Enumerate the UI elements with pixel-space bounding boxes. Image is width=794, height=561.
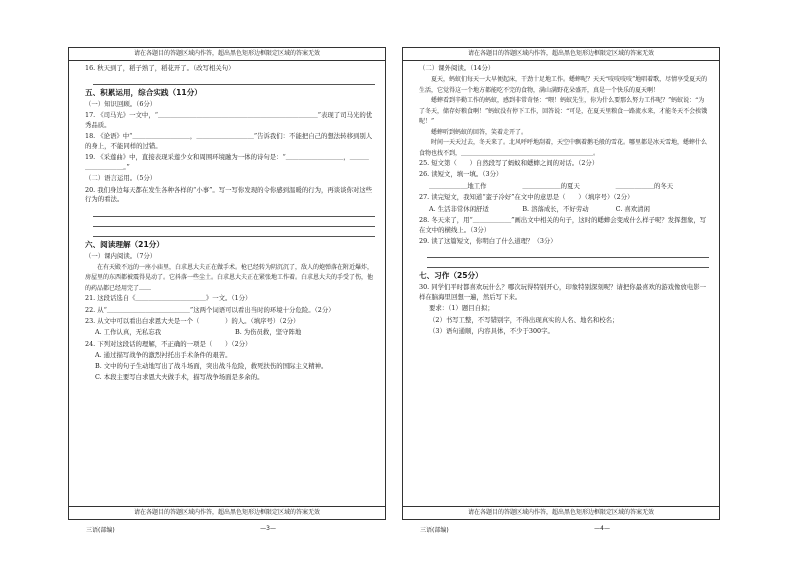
question-18: 18. 《论语》中“＿＿＿＿＿＿＿＿＿，＿＿＿＿＿＿＿＿＿”告诉我们：不能把自己的想法转移到别人的身上，不能同样的过错。 xyxy=(85,132,373,151)
question-29: 29. 读了这篇短文，你明白了什么道理？（3分） xyxy=(419,237,557,246)
option-a: A. 生活非常休闲舒适 xyxy=(429,204,489,213)
answer-zone-notice-bottom: 请在各题目的答题区域内作答，超出黑色矩形边框限定区域的答案无效 xyxy=(403,506,719,519)
answer-line xyxy=(93,227,375,237)
page-number: —3— xyxy=(260,525,276,532)
exam-page-3 xyxy=(68,47,386,520)
question-25: 25. 短文第（ ）自然段写了蚂蚁和蟋蟀之间的对话。（2分） xyxy=(419,159,599,168)
requirement-3: （3）语句通顺，内容具体，不少于300字。 xyxy=(429,327,554,336)
blank-2: ＿＿＿＿＿＿的夏天 xyxy=(522,181,580,190)
page-3-content xyxy=(85,64,375,505)
question-22: 22. 从“＿＿＿＿＿＿＿＿＿＿＿＿＿”这两个词语可以看出当时的环境十分危险。（2分） xyxy=(85,305,335,314)
answer-line xyxy=(93,217,375,227)
section-6-title: 六、阅读理解（21分） xyxy=(85,239,164,249)
page-3-footer xyxy=(68,525,386,534)
option-a: A. 工作认真，无私忘我 xyxy=(95,328,162,337)
exam-page-4 xyxy=(402,47,720,520)
reading-passage: 在有天殿不远的一座小庙里，白求恩大夫正在做手术。枪已经转为阴沉沉了，敌人的炮弹落在附近爆炸，房屋里的东西都被震得晃动了。它抖落一些尘土。白求恩大夫正在紧张地工作着。白求恩大夫的手受了伤，他的药品都已经用完了…… xyxy=(85,263,374,292)
subsection-knowledge-review: （一）知识回顾。（6分） xyxy=(85,100,157,109)
question-19: 19. 《采莲曲》中，直接表现采莲少女和周围环境融为一体的诗句是：“＿＿＿＿＿＿＿＿＿，＿＿＿＿＿＿＿＿＿。” xyxy=(85,153,369,172)
page-4-content xyxy=(419,64,709,505)
story-paragraph-4: 时间一天天过去，冬天来了。北风呼呼地刮着，天空中飘着鹅毛般的雪花。哪里都是冰天雪地，蟋蟀什么食物也找不到，＿＿＿＿＿＿＿＿＿＿＿＿＿＿＿＿＿＿＿＿＿＿。 xyxy=(419,139,708,157)
answer-zone-notice-top: 请在各题目的答题区域内作答，超出黑色矩形边框限定区域的答案无效 xyxy=(69,48,385,61)
answer-line xyxy=(427,248,709,258)
story-paragraph-1: 夏天，蚂蚁们每天一大早便起床，干劲十足地工作。蟋蟀呢？天天“吱吱吱吱”地唱着歌，尽情享受夏天的生活，它觉得这一个地方都能吃不完的食物，满山满野花朵盛开，真是一个快乐的夏天啊！ xyxy=(419,76,708,94)
question-23: 23. 从文中可以看出白求恩大夫是一个（ ）的人。（填序号）（2分） xyxy=(85,316,300,325)
story-paragraph-3: 蟋蟀听到蚂蚁的回答，笑着走开了。 xyxy=(431,128,528,136)
question-23-options xyxy=(95,328,375,338)
option-b: B. 为伤员救，坚守阵地 xyxy=(235,328,302,337)
question-17: 17. 《司马光》一文中，“＿＿＿＿＿＿＿＿＿＿＿＿＿＿＿＿＿＿＿＿＿＿＿＿＿”表现了司马光的优秀品质。 xyxy=(85,111,373,130)
answer-line xyxy=(93,207,375,217)
section-7-title: 七、习作（25分） xyxy=(419,271,483,281)
question-28: 28. 冬天来了，用“＿＿＿＿＿＿”画出文中相关的句子，这时的蟋蟀会变成什么样子呢？发挥想象，写在文中的横线上。（3分） xyxy=(419,216,707,234)
blank-3: ＿＿＿＿＿＿的冬天 xyxy=(615,181,674,190)
option-b: B. 溶落成长，不好劳动 xyxy=(522,204,589,213)
question-27: 27. 读完短文，我知道“蛮子冷好”在文中的意思是（ ）（填序号）（2分） xyxy=(419,193,634,202)
subsection-in-class-reading: （一）课内阅读。（7分） xyxy=(85,251,157,260)
question-30: 30. 同学们平时都喜欢玩什么？哪次玩得特别开心，印象特别深刻呢？请把你最喜欢的游戏像放电影一样在脑海里回想一遍，然后写下来。 xyxy=(419,283,706,302)
question-21: 21. 这段话选自《＿＿＿＿＿＿＿＿＿＿＿》一文。（1分） xyxy=(85,294,252,303)
answer-zone-notice-top: 请在各题目的答题区域内作答，超出黑色矩形边框限定区域的答案无效 xyxy=(403,48,719,61)
page-4-footer xyxy=(402,525,720,534)
story-paragraph-2: 蟋蟀看到辛勤工作的蚂蚁，感到非常奇怪：“喂！蚂蚁先生，你为什么要那么努力工作呢？”蚂蚁说：“为了冬天，储存好粮食啊！”蚂蚁没有停下工作，回答说：“可是，在夏天里粮食一路流水来，才能冬天不会挨饿呢！” xyxy=(419,97,708,126)
question-24: 24. 下列对这段话的理解，不正确的一项是（ ）（2分） xyxy=(85,339,252,348)
subject-label: 三语(部编) xyxy=(420,527,449,534)
subject-label: 三语(部编) xyxy=(86,527,115,534)
section-5-title: 五、积累运用，综合实践（11分） xyxy=(85,88,202,98)
requirement-1: 要求：（1）题目自拟； xyxy=(429,304,494,313)
option-b: B. 文中的句子生动地写出了战斗场面，突出战斗危险，救死扶伤的国际主义精神。 xyxy=(95,362,328,371)
answer-zone-notice-bottom: 请在各题目的答题区域内作答，超出黑色矩形边框限定区域的答案无效 xyxy=(69,506,385,519)
page-number: —4— xyxy=(594,525,610,532)
question-20: 20. 我们身边每天都在发生各种各样的“小事”。写一写你发现的令你感到温暖的行为，再谈谈你对这些行为的看法。 xyxy=(85,185,373,204)
option-a: A. 通过描写战争的激烈衬托出手术条件的艰苦。 xyxy=(95,351,232,360)
blank-1: ＿＿＿＿＿＿地工作 xyxy=(429,181,487,190)
option-c: C. 喜欢清闲 xyxy=(615,204,650,213)
question-26: 26. 读短文，填一填。（3分） xyxy=(419,170,503,179)
answer-line xyxy=(93,75,375,85)
question-16: 16. 秋天到了，稻子熟了，稻花开了。（改写相关句） xyxy=(85,64,235,72)
requirement-2: （2）书写工整，不写错别字，不得出现真实的人名、地名和校名； xyxy=(429,315,619,324)
question-27-options xyxy=(429,205,709,215)
subsection-extracurricular-reading: （二）课外阅读。（14分） xyxy=(419,64,495,72)
answer-line xyxy=(427,258,709,268)
question-26-blanks xyxy=(429,182,709,192)
option-c: C. 本段主要写白求恩大夫做手术，描写战争场面是多余的。 xyxy=(95,373,264,382)
subsection-language-use: （二）语言运用。（5分） xyxy=(85,174,157,183)
